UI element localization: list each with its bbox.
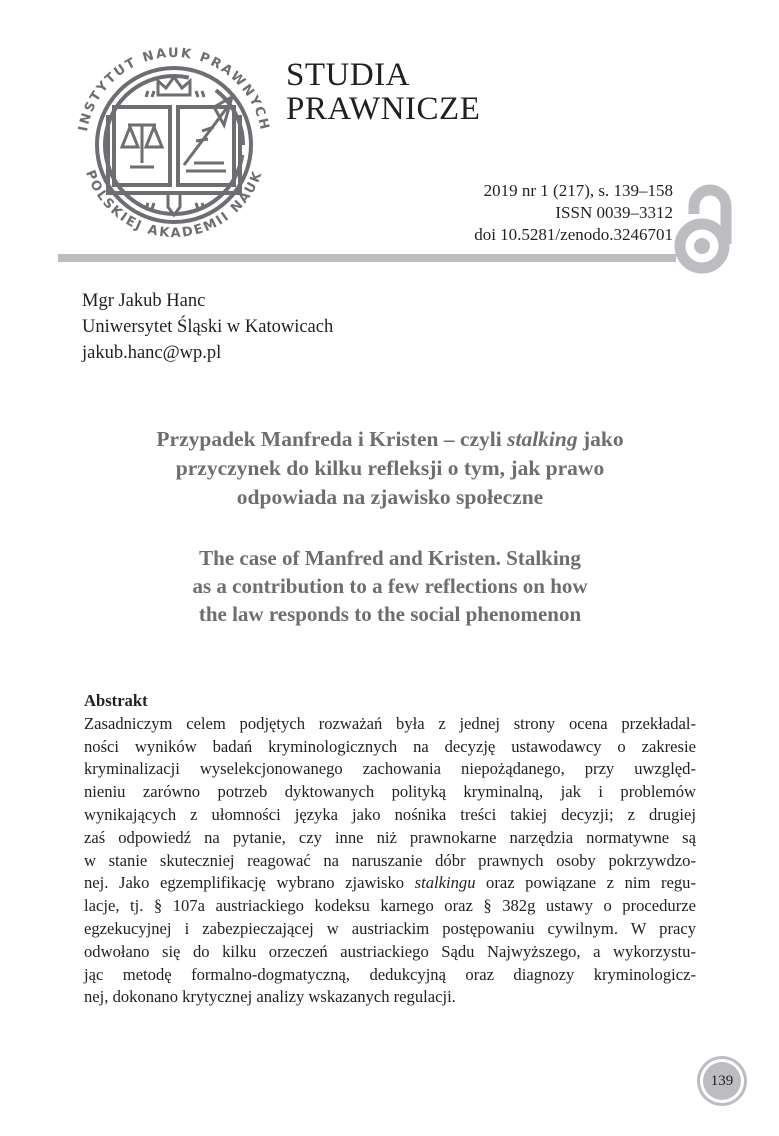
- issn: ISSN 0039–3312: [555, 203, 673, 222]
- abstract-section: [84, 690, 696, 1009]
- svg-text:POLSKIEJ AKADEMII NAUK: POLSKIEJ AKADEMII NAUK: [82, 168, 266, 242]
- author-block: [82, 288, 333, 366]
- svg-text:INSTYTUT NAUK PRAWNYCH: INSTYTUT NAUK PRAWNYCH: [76, 45, 272, 133]
- publication-info: [474, 180, 673, 246]
- issue-info: 2019 nr 1 (217), s. 139–158: [483, 181, 673, 200]
- abstract-body: Zasadniczym celem podjętych rozważań była z jednej strony ocena przekładal- ności wyników badań kryminologicznych na decyzję ustawodawcy o zakresie kryminalizacji wyselekcjonowanego zachowania niepożądanego, przy uwzględ- nieniu zarówno potrzeb dyktowanych polityką kryminalną, jak i problemów wynikających z ułomności języka jako nośnika treści takiej decyzji; z drugiej zaś odpowiedź na pytanie, czy inne niż prawnokarne narzędzia normatywne są w stanie skuteczniej reagować na naruszanie dóbr prawnych osoby pokrzywdzo- nej. Jako egzemplifikację wybrano zjawisko stalkingu oraz powiązane z nim regu- lacje, tj. § 107a austriackiego kodeksu karnego oraz § 382g ustawy o procedurze egzekucyjnej i zabezpieczającej w austriackim postępowaniu cywilnym. W pracy odwołano się do kilku orzeczeń austriackiego Sądu Najwyższego, a wykorzystu- jąc metodę formalno-dogmatyczną, dedukcyjną oraz diagnozy kryminologicz- nej, dokonano krytycznej analizy wskazanych regulacji.: [84, 713, 696, 1007]
- author-affiliation: Uniwersytet Śląski w Katowicach: [82, 317, 334, 337]
- journal-title-line1: STUDIA: [286, 57, 410, 93]
- author-email[interactable]: jakub.hanc@wp.pl: [82, 343, 222, 363]
- article-title-polish: Przypadek Manfreda i Kristen – czyli stalking jako przyczynek do kilku refleksji o tym, jak prawo odpowiada na zjawisko społeczne: [156, 427, 624, 509]
- journal-title: [286, 58, 480, 126]
- open-access-icon: [672, 184, 736, 278]
- doi-link[interactable]: doi 10.5281/zenodo.3246701: [474, 225, 673, 244]
- italic-term: stalking: [507, 427, 578, 451]
- page-number-badge: [703, 1062, 741, 1100]
- author-name: Mgr Jakub Hanc: [82, 291, 206, 311]
- header-divider: [58, 254, 676, 262]
- abstract-heading: Abstrakt: [84, 691, 148, 710]
- page-number: 139: [710, 1072, 734, 1089]
- journal-title-line2: PRAWNICZE: [286, 91, 481, 127]
- institute-seal-icon: [64, 35, 284, 255]
- article-title-english: The case of Manfred and Kristen. Stalking as a contribution to a few reflections on how the law responds to the social phenomenon: [192, 546, 588, 626]
